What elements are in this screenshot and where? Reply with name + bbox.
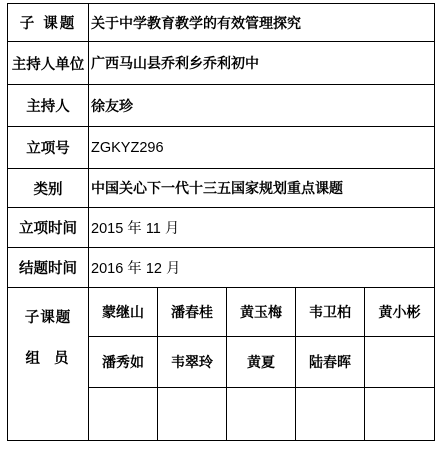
- row-host-unit: [8, 42, 435, 85]
- row-project-number: [8, 127, 435, 169]
- member-cell: 蒙继山: [89, 288, 158, 337]
- members-label: [8, 288, 89, 441]
- end-date-value: 2016 年 12 月: [89, 248, 435, 288]
- row-start-date: [8, 208, 435, 248]
- members-row-1: [8, 288, 435, 337]
- host-value: 徐友珍: [89, 85, 435, 127]
- member-cell-empty: [365, 337, 435, 388]
- category-value: 中国关心下一代十三五国家规划重点课题: [89, 169, 435, 208]
- member-cell-empty: [296, 388, 365, 441]
- member-cell: 潘秀如: [89, 337, 158, 388]
- project-number-label: 立项号: [8, 127, 89, 169]
- subtopic-value: 关于中学教育教学的有效管理探究: [89, 4, 435, 42]
- member-cell-empty: [227, 388, 296, 441]
- host-unit-value: 广西马山县乔利乡乔利初中: [89, 42, 435, 85]
- category-label: 类别: [8, 169, 89, 208]
- row-host: [8, 85, 435, 127]
- member-cell: 黄夏: [227, 337, 296, 388]
- subtopic-label: 子 课题: [8, 4, 89, 42]
- host-label: 主持人: [8, 85, 89, 127]
- row-category: [8, 169, 435, 208]
- members-label-line1: 子课题: [24, 310, 72, 326]
- members-label-line2: 组员: [25, 351, 83, 367]
- start-date-value: 2015 年 11 月: [89, 208, 435, 248]
- project-info-table: [7, 3, 435, 441]
- start-date-label: 立项时间: [8, 208, 89, 248]
- project-number-value: ZGKYZ296: [89, 127, 435, 169]
- member-cell-empty: [158, 388, 227, 441]
- member-cell: 潘春桂: [158, 288, 227, 337]
- member-cell: 黄玉梅: [227, 288, 296, 337]
- member-cell: 陆春晖: [296, 337, 365, 388]
- end-date-label: 结题时间: [8, 248, 89, 288]
- member-cell-empty: [89, 388, 158, 441]
- project-info-sheet: [7, 3, 434, 451]
- member-cell: 韦卫柏: [296, 288, 365, 337]
- member-cell: 韦翠玲: [158, 337, 227, 388]
- host-unit-label: 主持人单位: [8, 42, 89, 85]
- row-end-date: [8, 248, 435, 288]
- row-subtopic: [8, 4, 435, 42]
- member-cell: 黄小彬: [365, 288, 435, 337]
- member-cell-empty: [365, 388, 435, 441]
